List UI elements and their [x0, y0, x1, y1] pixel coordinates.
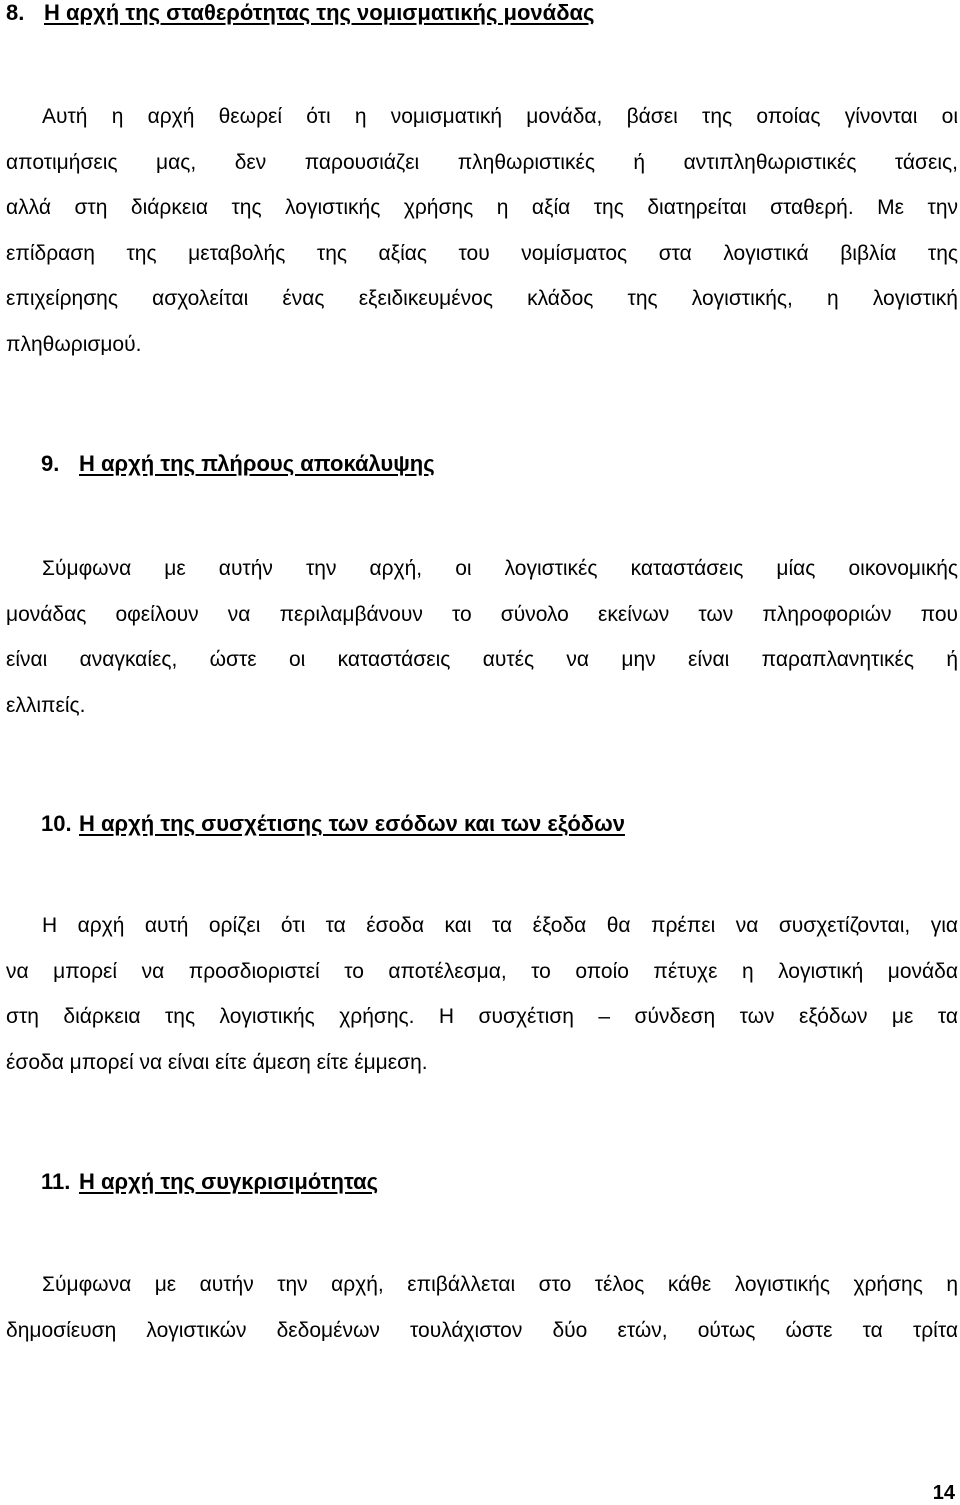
paragraph-line: Η αρχή αυτή ορίζει ότι τα έσοδα και τα έξοδα θα πρέπει να συσχετίζονται, για: [42, 914, 958, 937]
section-number: 11.: [41, 1169, 71, 1194]
section-number: 10.: [41, 811, 72, 836]
paragraph-line: επίδραση της μεταβολής της αξίας του νομίσματος στα λογιστικά βιβλία της: [6, 241, 958, 265]
section-heading-10: [41, 810, 625, 838]
section-title: Η αρχή της συσχέτισης των εσόδων και των εξόδων: [79, 811, 625, 836]
paragraph-line: Σύμφωνα με αυτήν την αρχή, επιβάλλεται στο τέλος κάθε λογιστικής χρήσης η: [42, 1273, 958, 1296]
paragraph-line: αλλά στη διάρκεια της λογιστικής χρήσης η αξία της διατηρείται σταθερή. Με την: [6, 196, 958, 219]
section-heading-8: [6, 0, 595, 27]
paragraph-line: μονάδας οφείλουν να περιλαμβάνουν το σύνολο εκείνων των πληροφοριών που: [6, 602, 958, 626]
paragraph-line: δημοσίευση λογιστικών δεδομένων τουλάχιστον δύο ετών, ούτως ώστε τα τρίτα: [6, 1318, 958, 1342]
section-paragraph-9: [6, 546, 958, 728]
paragraph-line: ελλιπείς.: [6, 693, 86, 717]
section-number: 9.: [41, 451, 60, 476]
section-title: Η αρχή της πλήρους αποκάλυψης: [79, 451, 435, 476]
paragraph-line: να μπορεί να προσδιοριστεί το αποτέλεσμα, το οποίο πέτυχε η λογιστική μονάδα: [6, 959, 958, 983]
section-title: Η αρχή της σταθερότητας της νομισματικής μονάδας: [44, 0, 595, 25]
section-heading-9: [41, 450, 435, 478]
paragraph-line: επιχείρησης ασχολείται ένας εξειδικευμένος κλάδος της λογιστικής, η λογιστική: [6, 287, 958, 310]
paragraph-line: έσοδα μπορεί να είναι είτε άμεση είτε έμμεση.: [6, 1050, 428, 1074]
section-number: 8.: [6, 0, 25, 25]
section-paragraph-8: [6, 94, 958, 367]
section-paragraph-11: [6, 1262, 958, 1353]
section-heading-11: [41, 1168, 378, 1196]
paragraph-line: πληθωρισμού.: [6, 332, 142, 356]
paragraph-line: είναι αναγκαίες, ώστε οι καταστάσεις αυτές να μην είναι παραπλανητικές ή: [6, 648, 958, 671]
paragraph-line: Σύμφωνα με αυτήν την αρχή, οι λογιστικές καταστάσεις μίας οικονομικής: [42, 557, 958, 580]
paragraph-line: Αυτή η αρχή θεωρεί ότι η νομισματική μονάδα, βάσει της οποίας γίνονται οι: [42, 105, 958, 128]
page-number: 14: [932, 1482, 955, 1504]
section-paragraph-10: [6, 903, 958, 1085]
paragraph-line: αποτιμήσεις μας, δεν παρουσιάζει πληθωριστικές ή αντιπληθωριστικές τάσεις,: [6, 150, 958, 174]
paragraph-line: στη διάρκεια της λογιστικής χρήσης. Η συσχέτιση – σύνδεση των εξόδων με τα: [6, 1005, 958, 1028]
section-title: Η αρχή της συγκρισιμότητας: [79, 1169, 379, 1194]
